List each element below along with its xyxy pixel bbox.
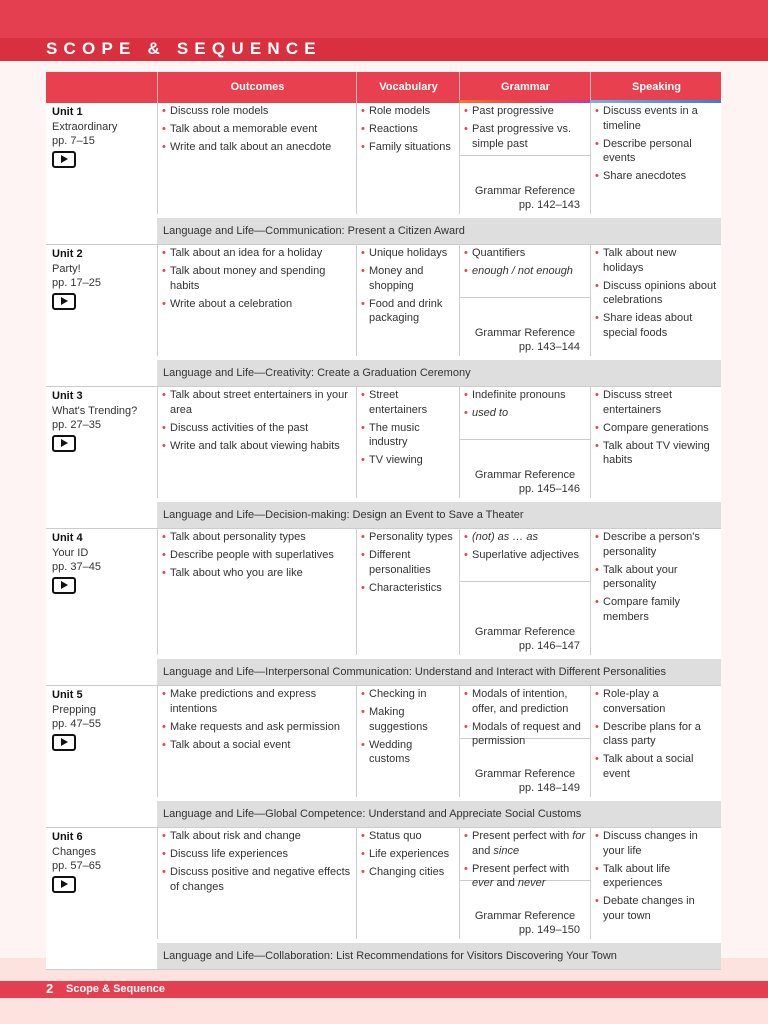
outcomes-list xyxy=(158,103,356,155)
list-item: • Talk about a social event xyxy=(595,752,717,781)
list-item: • Debate changes in your town xyxy=(595,894,717,923)
vocabulary-cell xyxy=(356,245,459,356)
list-item: • Talk about money and spending habits xyxy=(162,264,352,293)
unit-name: Unit 4 xyxy=(52,532,83,544)
unit-info xyxy=(46,103,157,214)
list-item: • Discuss events in a timeline xyxy=(595,104,717,133)
grammar-reference-label: Grammar Reference xyxy=(474,469,576,481)
list-item: • Discuss positive and negative effects of changes xyxy=(162,865,352,894)
list-item: • Discuss activities of the past xyxy=(162,421,352,436)
grammar-reference-label: Grammar Reference xyxy=(474,910,576,922)
vocabulary-list xyxy=(357,828,459,880)
list-item: • Describe people with superlatives xyxy=(162,548,352,563)
outcomes-list xyxy=(158,529,356,581)
list-item: • Changing cities xyxy=(361,865,455,880)
list-item: • used to xyxy=(464,406,586,421)
speaking-list xyxy=(591,103,721,184)
speaking-cell xyxy=(590,245,721,356)
grammar-cell xyxy=(459,686,590,797)
list-item: • Role-play a conversation xyxy=(595,687,717,716)
speaking-cell xyxy=(590,387,721,498)
grammar-list xyxy=(460,529,590,563)
list-item: • Describe personal events xyxy=(595,137,717,166)
list-item: • Talk about who you are like xyxy=(162,566,352,581)
language-and-life-row: Language and Life—Collaboration: List Recommendations for Visitors Discovering Your Town xyxy=(157,943,721,969)
list-item: • Personality types xyxy=(361,530,455,545)
list-item: • Discuss street entertainers xyxy=(595,388,717,417)
list-item: • Share anecdotes xyxy=(595,169,717,184)
unit-pages: pp. 27–35 xyxy=(52,419,101,431)
outcomes-cell xyxy=(157,387,356,498)
grammar-reference-label: Grammar Reference xyxy=(474,768,576,780)
list-item: • Present perfect with for and since xyxy=(464,829,586,858)
title-bar xyxy=(0,38,768,61)
speaking-list xyxy=(591,245,721,340)
header-speaking: Speaking xyxy=(590,72,722,103)
video-play-icon[interactable] xyxy=(52,151,76,168)
list-item: • Talk about risk and change xyxy=(162,829,352,844)
list-item: • Modals of intention, offer, and prediction xyxy=(464,687,586,716)
vocabulary-list xyxy=(357,686,459,767)
unit-pages: pp. 57–65 xyxy=(52,860,101,872)
table-header xyxy=(46,72,721,103)
grammar-reference-pages: pp. 145–146 xyxy=(518,483,580,495)
vocabulary-cell xyxy=(356,828,459,939)
unit-name: Unit 5 xyxy=(52,689,83,701)
unit-row xyxy=(46,686,721,828)
grammar-reference-pages: pp. 148–149 xyxy=(518,782,580,794)
list-item: • Checking in xyxy=(361,687,455,702)
language-and-life-row: Language and Life—Communication: Present a Citizen Award xyxy=(157,218,721,244)
outcomes-list xyxy=(158,245,356,311)
list-item: • Role models xyxy=(361,104,455,119)
list-item: • Money and shopping xyxy=(361,264,455,293)
outcomes-cell xyxy=(157,828,356,939)
list-item: • Talk about personality types xyxy=(162,530,352,545)
grammar-reference xyxy=(466,468,584,496)
list-item: • Making suggestions xyxy=(361,705,455,734)
grammar-topics xyxy=(460,529,590,582)
unit-row xyxy=(46,245,721,387)
header-vocabulary: Vocabulary xyxy=(356,72,460,103)
list-item: • Indefinite pronouns xyxy=(464,388,586,403)
list-item: • Write about a celebration xyxy=(162,297,352,312)
grammar-list xyxy=(460,686,590,749)
list-item: • Compare family members xyxy=(595,595,717,624)
list-item: • Discuss life experiences xyxy=(162,847,352,862)
list-item: • Talk about new holidays xyxy=(595,246,717,275)
unit-info xyxy=(46,387,157,498)
video-play-icon[interactable] xyxy=(52,293,76,310)
grammar-reference-pages: pp. 143–144 xyxy=(518,341,580,353)
header-blank xyxy=(46,72,157,103)
video-play-icon[interactable] xyxy=(52,876,76,893)
list-item: • Write and talk about an anecdote xyxy=(162,140,352,155)
vocabulary-cell xyxy=(356,103,459,214)
list-item: • Unique holidays xyxy=(361,246,455,261)
list-item: • Make requests and ask permission xyxy=(162,720,352,735)
speaking-list xyxy=(591,686,721,781)
page-title: SCOPE & SEQUENCE xyxy=(46,39,322,58)
video-play-icon[interactable] xyxy=(52,435,76,452)
language-and-life-row: Language and Life—Decision-making: Design an Event to Save a Theater xyxy=(157,502,721,528)
unit-pages: pp. 37–45 xyxy=(52,561,101,573)
grammar-cell xyxy=(459,828,590,939)
grammar-reference xyxy=(466,326,584,354)
list-item: • Reactions xyxy=(361,122,455,137)
grammar-reference-label: Grammar Reference xyxy=(474,626,576,638)
grammar-reference-label: Grammar Reference xyxy=(474,327,576,339)
speaking-cell xyxy=(590,529,721,655)
unit-title: Extraordinary xyxy=(52,120,118,133)
list-item: • Quantifiers xyxy=(464,246,586,261)
language-and-life-row: Language and Life—Creativity: Create a Graduation Ceremony xyxy=(157,360,721,386)
unit-name: Unit 3 xyxy=(52,390,83,402)
list-item: • Discuss opinions about celebrations xyxy=(595,279,717,308)
unit-pages: pp. 17–25 xyxy=(52,277,101,289)
grammar-reference xyxy=(466,625,584,653)
list-item: • Talk about your personality xyxy=(595,563,717,592)
list-item: • Share ideas about special foods xyxy=(595,311,717,340)
list-item: • Talk about life experiences xyxy=(595,862,717,891)
vocabulary-cell xyxy=(356,387,459,498)
outcomes-cell xyxy=(157,103,356,214)
grammar-cell xyxy=(459,103,590,214)
list-item: • Life experiences xyxy=(361,847,455,862)
grammar-topics xyxy=(460,686,590,747)
list-item: • (not) as … as xyxy=(464,530,586,545)
list-item: • Superlative adjectives xyxy=(464,548,586,563)
vocabulary-cell xyxy=(356,529,459,655)
scope-sequence-table xyxy=(46,72,721,970)
list-item: • Talk about an idea for a holiday xyxy=(162,246,352,261)
list-item: • Compare generations xyxy=(595,421,717,436)
list-item: • Describe plans for a class party xyxy=(595,720,717,749)
list-item: • Write and talk about viewing habits xyxy=(162,439,352,454)
outcomes-list xyxy=(158,387,356,453)
header-grammar: Grammar xyxy=(459,72,591,103)
unit-title: Party! xyxy=(52,262,81,275)
outcomes-list xyxy=(158,828,356,894)
list-item: • TV viewing xyxy=(361,453,455,468)
outcomes-cell xyxy=(157,529,356,655)
speaking-list xyxy=(591,387,721,468)
grammar-reference xyxy=(466,184,584,212)
list-item: • Street entertainers xyxy=(361,388,455,417)
vocabulary-cell xyxy=(356,686,459,797)
list-item: • Talk about a social event xyxy=(162,738,352,753)
grammar-topics xyxy=(460,828,590,889)
outcomes-list xyxy=(158,686,356,752)
list-item: • Discuss role models xyxy=(162,104,352,119)
page-number: 2 xyxy=(46,981,54,996)
unit-row xyxy=(46,387,721,529)
speaking-cell xyxy=(590,828,721,939)
grammar-reference xyxy=(466,909,584,937)
grammar-list xyxy=(460,828,590,891)
list-item: • Talk about street entertainers in your area xyxy=(162,388,352,417)
unit-name: Unit 1 xyxy=(52,106,83,118)
list-item: • enough / not enough xyxy=(464,264,586,279)
list-item: • Status quo xyxy=(361,829,455,844)
unit-row xyxy=(46,103,721,245)
list-item: • The music industry xyxy=(361,421,455,450)
unit-name: Unit 6 xyxy=(52,831,83,843)
speaking-list xyxy=(591,529,721,624)
grammar-topics xyxy=(460,387,590,440)
list-item: • Past progressive xyxy=(464,104,586,119)
grammar-list xyxy=(460,103,590,151)
speaking-cell xyxy=(590,103,721,214)
vocabulary-list xyxy=(357,103,459,155)
list-item: • Food and drink packaging xyxy=(361,297,455,326)
list-item: • Make predictions and express intentions xyxy=(162,687,352,716)
grammar-reference-pages: pp. 149–150 xyxy=(518,924,580,936)
outcomes-cell xyxy=(157,245,356,356)
language-and-life-row: Language and Life—Global Competence: Understand and Appreciate Social Customs xyxy=(157,801,721,827)
unit-title: Changes xyxy=(52,845,97,858)
list-item: • Discuss changes in your life xyxy=(595,829,717,858)
list-item: • Talk about a memorable event xyxy=(162,122,352,137)
top-color-band xyxy=(0,0,768,38)
list-item: • Characteristics xyxy=(361,581,455,596)
vocabulary-list xyxy=(357,387,459,468)
unit-info xyxy=(46,686,157,797)
grammar-cell xyxy=(459,529,590,655)
grammar-list xyxy=(460,245,590,279)
grammar-reference-pages: pp. 146–147 xyxy=(518,640,580,652)
unit-pages: pp. 7–15 xyxy=(52,135,95,147)
unit-row xyxy=(46,828,721,970)
unit-row xyxy=(46,529,721,686)
list-item: • Talk about TV viewing habits xyxy=(595,439,717,468)
grammar-topics xyxy=(460,103,590,156)
unit-pages: pp. 47–55 xyxy=(52,718,101,730)
video-play-icon[interactable] xyxy=(52,577,76,594)
unit-info xyxy=(46,828,157,939)
grammar-reference xyxy=(466,767,584,795)
grammar-list xyxy=(460,387,590,421)
list-item: • Different personalities xyxy=(361,548,455,577)
outcomes-cell xyxy=(157,686,356,797)
unit-info xyxy=(46,529,157,655)
list-item: • Past progressive vs. simple past xyxy=(464,122,586,151)
language-and-life-row: Language and Life—Interpersonal Communication: Understand and Interact with Different Personalities xyxy=(157,659,721,685)
footer-title: Scope & Sequence xyxy=(66,983,166,995)
unit-title: Your ID xyxy=(52,546,89,559)
video-play-icon[interactable] xyxy=(52,734,76,751)
header-outcomes: Outcomes xyxy=(157,72,357,103)
speaking-cell xyxy=(590,686,721,797)
list-item: • Describe a person's personality xyxy=(595,530,717,559)
grammar-cell xyxy=(459,387,590,498)
grammar-reference-pages: pp. 142–143 xyxy=(518,199,580,211)
list-item: • Wedding customs xyxy=(361,738,455,767)
grammar-topics xyxy=(460,245,590,298)
list-item: • Modals of request and permission xyxy=(464,720,586,749)
unit-name: Unit 2 xyxy=(52,248,83,260)
vocabulary-list xyxy=(357,529,459,595)
unit-title: Prepping xyxy=(52,703,97,716)
speaking-list xyxy=(591,828,721,923)
list-item: • Family situations xyxy=(361,140,455,155)
unit-title: What's Trending? xyxy=(52,404,138,417)
grammar-cell xyxy=(459,245,590,356)
grammar-reference-label: Grammar Reference xyxy=(474,185,576,197)
list-item: • Present perfect with ever and never xyxy=(464,862,586,891)
footer-bar xyxy=(0,981,768,998)
unit-info xyxy=(46,245,157,356)
vocabulary-list xyxy=(357,245,459,326)
